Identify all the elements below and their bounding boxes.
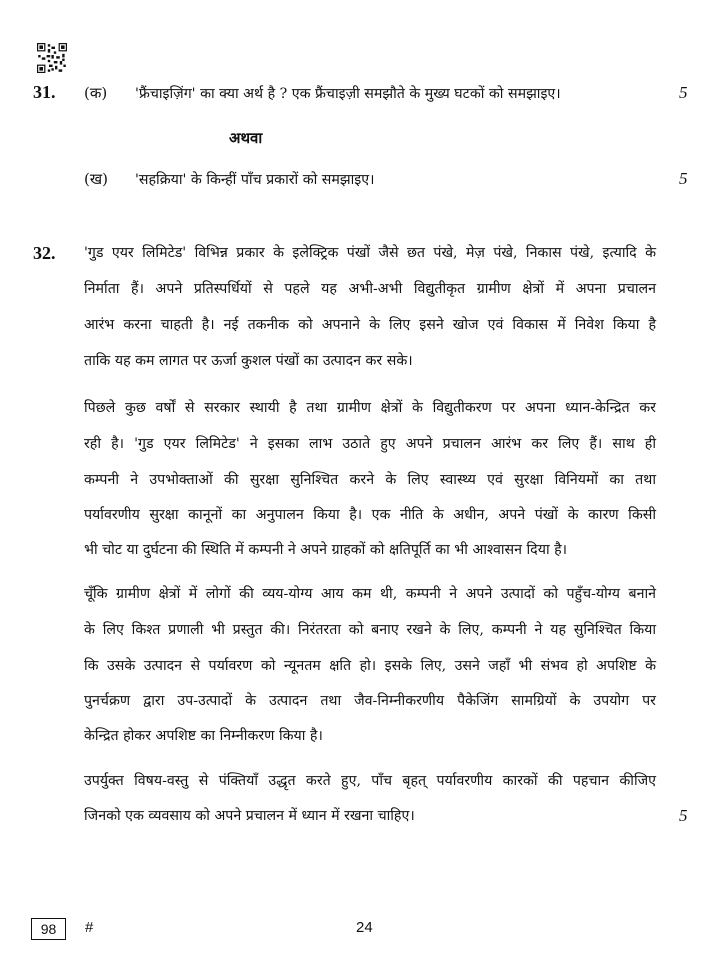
q32-para3-line: कि उसके उत्पादन से पर्यावरण को न्यूनतम क्षति हो। इसके लिए, उसने जहाँ भी संभव हो अपशिष्ट के xyxy=(84,658,656,674)
question-31-part-a-text: 'फ्रैंचाइज़िंग' का क्या अर्थ है ? एक फ्रैंचाइज़ी समझौते के मुख्य घटकों को समझाइए। xyxy=(135,86,561,102)
q32-para4-line: जिनको एक व्यवसाय को अपने प्रचालन में ध्यान में रखना चाहिए। xyxy=(84,808,415,824)
or-separator: अथवा xyxy=(229,129,263,147)
q32-para2-line: भी चोट या दुर्घटना की स्थिति में कम्पनी ने अपने ग्राहकों को क्षतिपूर्ति का भी आश्वासन दिया है। xyxy=(84,542,568,558)
question-31-part-b-marks: 5 xyxy=(679,169,688,188)
question-31-number: 31. xyxy=(33,82,56,102)
q32-para2-line: पिछले कुछ वर्षों से सरकार स्थायी है तथा ग्रामीण क्षेत्रों के विद्युतीकरण पर अपना ध्यान-केन्द्रित कर xyxy=(84,400,656,416)
q32-para2-line: कम्पनी ने उपभोक्ताओं की सुरक्षा सुनिश्चित करने के लिए स्वास्थ्य एवं सुरक्षा विनियमों का तथा xyxy=(84,472,656,488)
q32-para2-line: रही है। 'गुड एयर लिमिटेड' ने इसका लाभ उठाते हुए अपने प्रचालन आरंभ कर लिए हैं। साथ ही xyxy=(84,436,656,452)
q32-para1-line: निर्माता हैं। अपने प्रतिस्पर्धियों से पहले यह अभी-अभी विद्युतीकृत ग्रामीण क्षेत्रों में अपना प्रचालन xyxy=(84,281,656,297)
q32-para3-line: केन्द्रित होकर अपशिष्ट का निम्नीकरण किया है। xyxy=(84,728,323,744)
question-31-part-a-label: (क) xyxy=(84,84,108,102)
q32-para3-line: के लिए किश्त प्रणाली भी प्रस्तुत की। निरंतरता को बनाए रखने के लिए, कम्पनी ने यह सुनिश्चित किया xyxy=(84,622,656,638)
qr-code-icon xyxy=(37,43,67,73)
q32-para2-line: पर्यावरणीय सुरक्षा कानूनों का अनुपालन किया है। एक नीति के अधीन, अपने पंखों के कारण किसी xyxy=(84,507,656,523)
question-32-marks: 5 xyxy=(679,806,688,825)
q32-para1-line: आरंभ करना चाहती है। नई तकनीक को अपनाने के लिए इसने खोज एवं विकास में निवेश किया है xyxy=(84,317,656,333)
q32-para3-line: पुनर्चक्रण द्वारा उप-उत्पादों के उत्पादन तथा जैव-निम्नीकरणीय पैकेजिंग सामग्रियों के उपयोग पर xyxy=(84,693,656,709)
question-31-part-b-label: (ख) xyxy=(84,170,108,188)
q32-para4-line: उपर्युक्त विषय-वस्तु से पंक्तियाँ उद्धृत करते हुए, पाँच बृहत् पर्यावरणीय कारकों की पहचान कीजिए xyxy=(84,773,656,789)
hash-mark: # xyxy=(85,919,94,936)
question-31-part-b-text: 'सहक्रिया' के किन्हीं पाँच प्रकारों को समझाइए। xyxy=(135,172,375,188)
q32-para1-line: 'गुड एयर लिमिटेड' विभिन्न प्रकार के इलेक्ट्रिक पंखों जैसे छत पंखे, मेज़ पंखे, निकास पंखे, इत्यादि के xyxy=(84,245,656,261)
page-number: 24 xyxy=(356,919,373,936)
question-31-part-a-marks: 5 xyxy=(679,83,688,102)
q32-para3-line: चूँकि ग्रामीण क्षेत्रों में लोगों की व्यय-योग्य आय कम थी, कम्पनी ने अपने उत्पादों को पहुँच-योग्य बनाने xyxy=(84,586,656,602)
question-32-number: 32. xyxy=(33,243,56,263)
paper-code-box: 98 xyxy=(31,918,66,940)
q32-para1-line: ताकि यह कम लागत पर ऊर्जा कुशल पंखों का उत्पादन कर सके। xyxy=(84,353,413,369)
